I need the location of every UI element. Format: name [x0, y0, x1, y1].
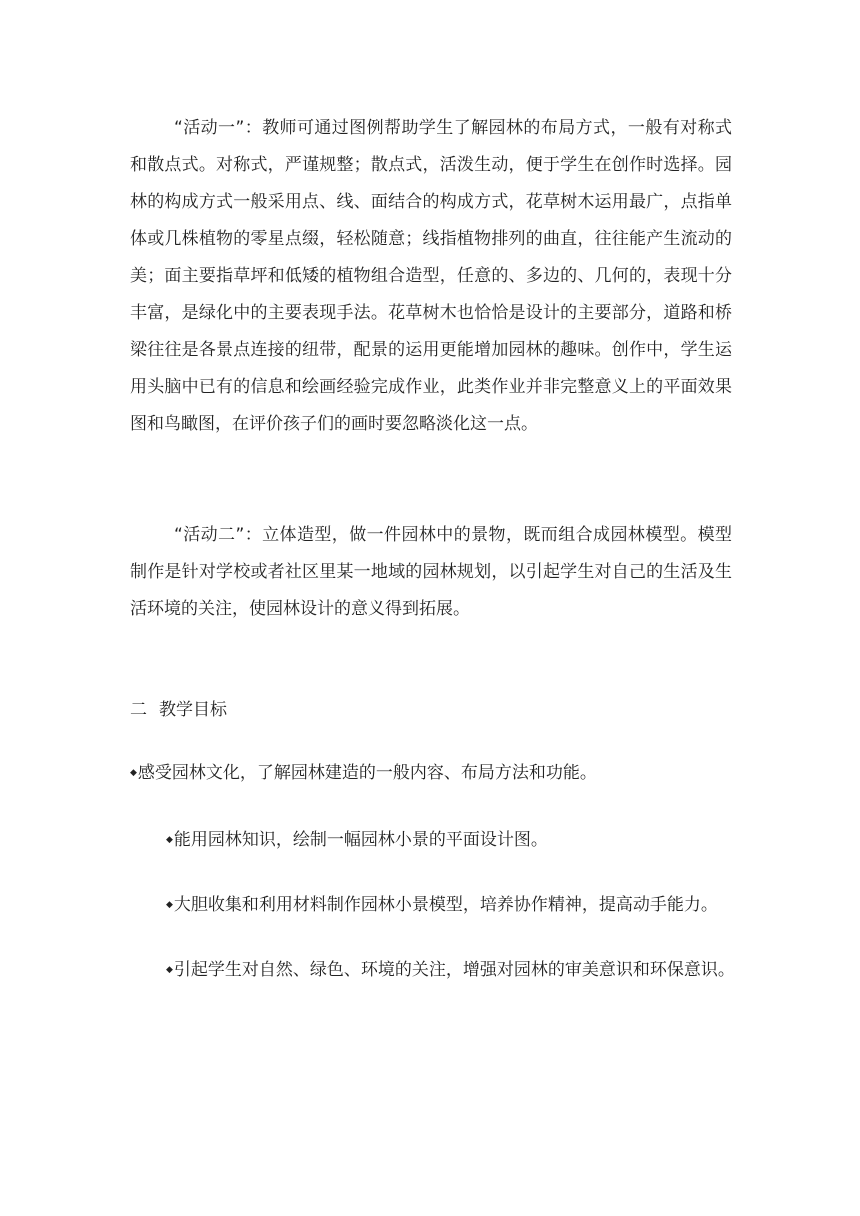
paragraph-activity-one [130, 110, 732, 443]
section-number: 二 [130, 700, 147, 720]
paragraph-activity-one-text: “活动一”：教师可通过图例帮助学生了解园林的布局方式，一般有对称式和散点式。对称式，严谨规整；散点式，活泼生动，便于学生在创作时选择。园林的构成方式一般采用点、线、面结合的构成方式，花草树木运用最广，点指单体或几株植物的零星点缀，轻松随意；线指植物排列的曲直，往往能产生流动的美；面主要指草坪和低矮的植物组合造型，任意的、多边的、几何的，表现十分丰富，是绿化中的主要表现手法。花草树木也恰恰是设计的主要部分，道路和桥梁往往是各景点连接的纽带，配景的运用更能增加园林的趣味。创作中，学生运用头脑中已有的信息和绘画经验完成作业，此类作业并非完整意义上的平面效果图和鸟瞰图，在评价孩子们的画时要忽略淡化这一点。 [130, 118, 732, 434]
objective-item [166, 952, 735, 989]
objective-text: 大胆收集和利用材料制作园林小景模型，培养协作精神，提高动手能力。 [173, 895, 718, 915]
objective-text: 感受园林文化，了解园林建造的一般内容、布局方法和功能。 [137, 763, 597, 783]
diamond-bullet-icon: ◆ [166, 965, 173, 975]
objective-text: 能用园林知识，绘制一幅园林小景的平面设计图。 [173, 830, 548, 850]
diamond-bullet-icon: ◆ [130, 768, 137, 778]
diamond-bullet-icon: ◆ [166, 835, 173, 845]
section-title: 教学目标 [159, 700, 227, 720]
objective-item [130, 755, 597, 792]
objective-text: 引起学生对自然、绿色、环境的关注，增强对园林的审美意识和环保意识。 [173, 960, 735, 980]
diamond-bullet-icon: ◆ [166, 900, 173, 910]
paragraph-activity-two-text: “活动二”：立体造型，做一件园林中的景物，既而组合成园林模型。模型制作是针对学校或者社区里某一地域的园林规划，以引起学生对自己的生活及生活环境的关注，使园林设计的意义得到拓展。 [130, 525, 732, 619]
section-heading [130, 692, 227, 729]
objective-item [166, 887, 718, 924]
paragraph-activity-two [130, 517, 732, 628]
objective-item [166, 822, 548, 859]
